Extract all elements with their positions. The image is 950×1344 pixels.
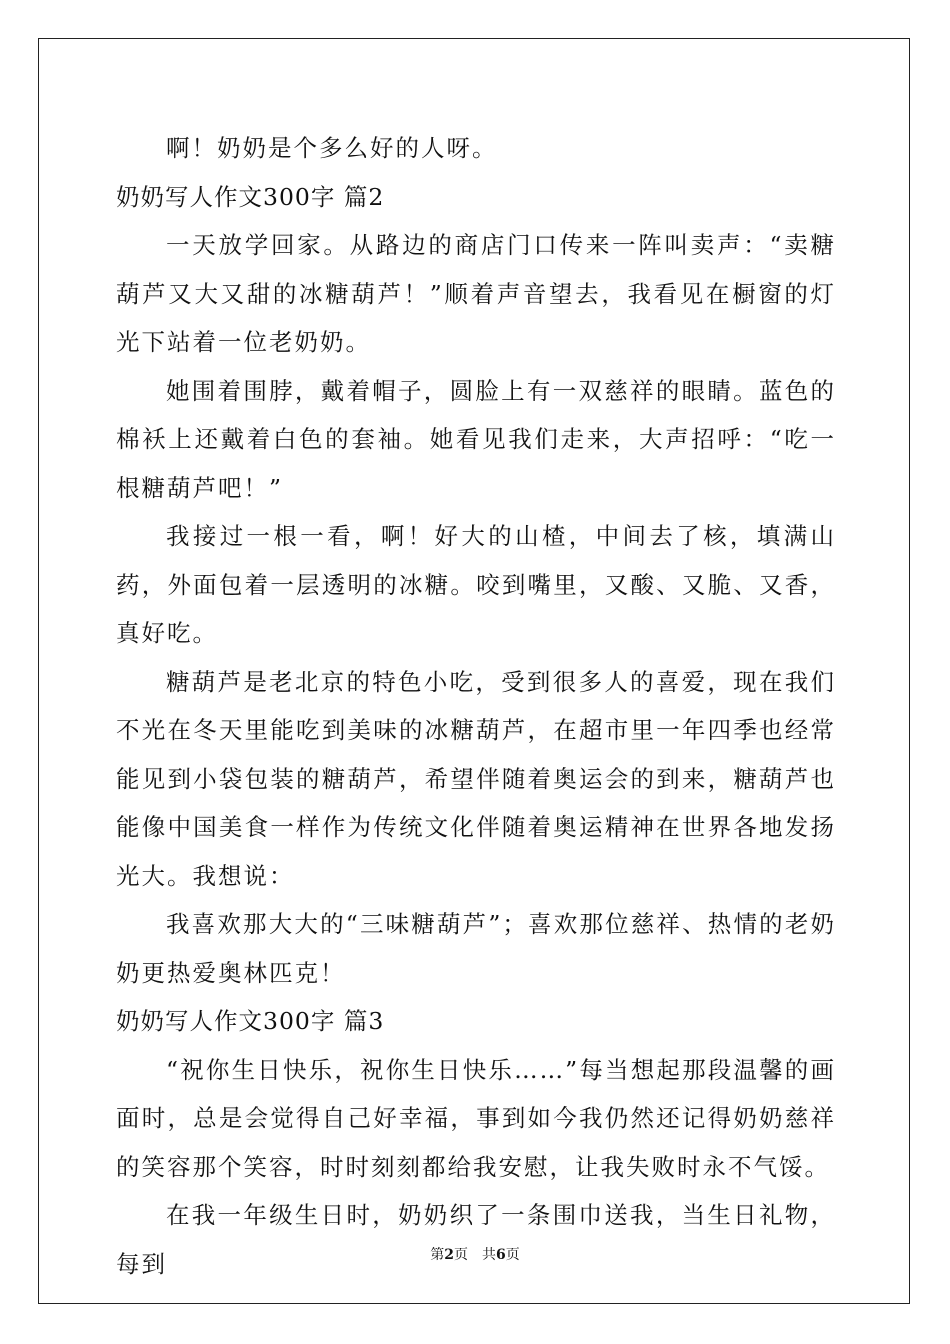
paragraph: “祝你生日快乐，祝你生日快乐……”每当想起那段温馨的画面时，总是会觉得自己好幸福，事到如今我仍然还记得奶奶慈祥的笑容那个笑容，时时刻刻都给我安慰，让我失败时永不气馁。	[116, 1055, 836, 1181]
total-page-number: 6	[496, 1247, 506, 1263]
paragraph: 她围着围脖，戴着帽子，圆脸上有一双慈祥的眼睛。蓝色的棉袄上还戴着白色的套袖。她看见我们走来，大声招呼：“吃一根糖葫芦吧！”	[116, 376, 836, 502]
section-heading: 奶奶写人作文300字 篇3	[116, 1007, 385, 1035]
section-heading: 奶奶写人作文300字 篇2	[116, 182, 385, 211]
paragraph: 一天放学回家。从路边的商店门口传来一阵叫卖声：“卖糖葫芦又大又甜的冰糖葫芦！”顺着声音望去，我看见在橱窗的灯光下站着一位老奶奶。	[116, 231, 836, 356]
paragraph: 糖葫芦是老北京的特色小吃，受到很多人的喜爱，现在我们不光在冬天里能吃到美味的冰糖葫芦，在超市里一年四季也经常能见到小袋包装的糖葫芦，希望伴随着奥运会的到来，糖葫芦也能像中国美食一样作为传统文化伴随着奥运精神在世界各地发扬光大。我想说：	[116, 667, 836, 890]
paragraph: 啊！奶奶是个多么好的人呀。	[166, 134, 498, 162]
paragraph: 我喜欢那大大的“三味糖葫芦”；喜欢那位慈祥、热情的老奶奶更热爱奥林匹克！	[116, 910, 836, 987]
paragraph: 在我一年级生日时，奶奶织了一条围巾送我，当生日礼物，每到	[116, 1201, 836, 1278]
footer-mid: 页 共	[454, 1247, 496, 1263]
current-page-number: 2	[444, 1247, 454, 1263]
footer-prefix: 第	[430, 1247, 445, 1263]
footer-suffix: 页	[505, 1247, 520, 1263]
page-footer	[0, 1244, 950, 1264]
document-body	[116, 124, 836, 1288]
paragraph: 我接过一根一看，啊！好大的山楂，中间去了核，填满山药，外面包着一层透明的冰糖。咬到嘴里，又酸、又脆、又香，真好吃。	[116, 522, 836, 647]
